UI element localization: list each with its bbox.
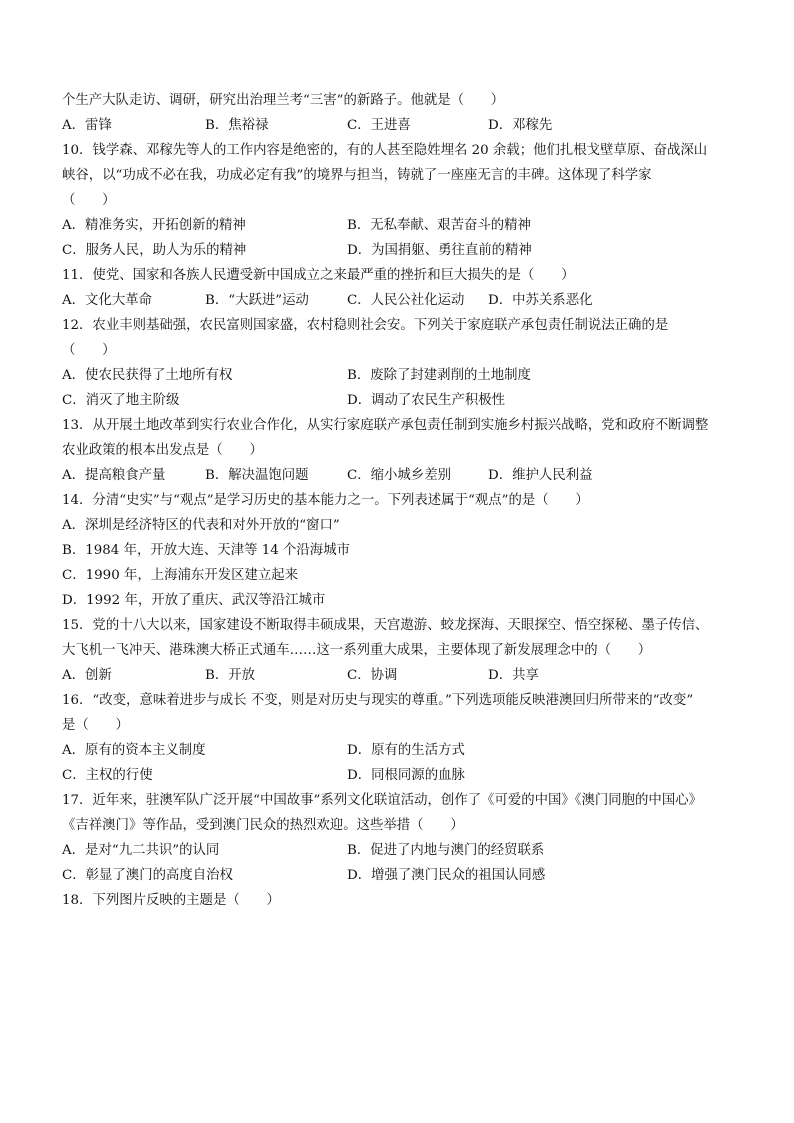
- question-12-blank: （ ）: [62, 343, 116, 358]
- question-10-stem-cont: 峡谷，以“功成不必在我，功成必定有我”的境界与担当，铸就了一座座无言的丰碑。这体现了科学家: [62, 168, 652, 183]
- option-16-b: D．原有的生活方式: [347, 743, 465, 758]
- option-10-a: A．精准务实，开拓创新的精神: [62, 218, 246, 233]
- option-12-a: A．使农民获得了土地所有权: [62, 368, 233, 383]
- option-17-c: C．彰显了澳门的高度自治权: [62, 868, 233, 883]
- question-10-stem: 10．钱学森、邓稼先等人的工作内容是绝密的，有的人甚至隐姓埋名 20 余载；他们扎根戈壁草原、奋战深山: [62, 143, 708, 158]
- option-12-b: B．废除了封建剥削的土地制度: [347, 368, 531, 383]
- question-17-options-cd: [62, 863, 752, 888]
- question-17-stem: 17．近年来，驻澳军队广泛开展“中国故事”系列文化联谊活动，创作了《可爱的中国》《澳门同胞的中国心》: [62, 793, 702, 808]
- option-15-a: A．创新: [62, 668, 112, 683]
- option-16-c: C．主权的行使: [62, 768, 153, 783]
- question-9-options: [62, 113, 752, 138]
- question-12-stem: 12．农业丰则基础强，农民富则国家盛，农村稳则社会安。下列关于家庭联产承包责任制说法正确的是: [62, 318, 669, 333]
- option-10-d: D．为国捐躯、勇往直前的精神: [347, 243, 532, 258]
- option-14-c: C．1990 年，上海浦东开发区建立起来: [62, 568, 299, 583]
- option-14-b: B．1984 年，开放大连、天津等 14 个沿海城市: [62, 543, 350, 558]
- question-13-options: [62, 463, 752, 488]
- option-11-d: D．中苏关系恶化: [488, 293, 593, 308]
- option-16-d: D．同根同源的血脉: [347, 768, 465, 783]
- question-12-options-cd: [62, 388, 752, 413]
- option-9-a: A．雷锋: [62, 118, 112, 133]
- question-10-options-ab: [62, 213, 752, 238]
- question-16-stem: 16．“改变，意味着进步与成长 不变，则是对历史与现实的尊重。”下列选项能反映港澳回归所带来的“改变”: [62, 693, 694, 708]
- option-13-c: C．缩小城乡差别: [347, 468, 451, 483]
- question-10-blank: （ ）: [62, 193, 116, 208]
- option-9-d: D．邓稼先: [488, 118, 553, 133]
- question-18-stem: 18．下列图片反映的主题是（ ）: [62, 893, 280, 908]
- question-11-options: [62, 288, 752, 313]
- question-10-options-cd: [62, 238, 752, 263]
- question-16-stem-cont: 是（ ）: [62, 718, 129, 733]
- option-11-a: A．文化大革命: [62, 293, 153, 308]
- question-11-stem: 11．使党、国家和各族人民遭受新中国成立之来最严重的挫折和巨大损失的是（ ）: [62, 268, 575, 283]
- option-14-d: D．1992 年，开放了重庆、武汉等沿江城市: [62, 593, 326, 608]
- option-12-d: D．调动了农民生产积极性: [347, 393, 506, 408]
- question-12-options-ab: [62, 363, 752, 388]
- question-15-stem-cont: 大飞机一飞冲天、港珠澳大桥正式通车……这一系列重大成果，主要体现了新发展理念中的（ ）: [62, 643, 652, 658]
- option-11-c: C．人民公社化运动: [347, 293, 465, 308]
- question-14-stem: 14．分清“史实”与“观点”是学习历史的基本能力之一。下列表述属于“观点”的是（ ）: [62, 493, 589, 508]
- question-16-options-cd: [62, 763, 752, 788]
- option-15-c: C．协调: [347, 668, 398, 683]
- option-15-b: B．开放: [205, 668, 256, 683]
- question-13-stem-cont: 农业政策的根本出发点是（ ）: [62, 443, 263, 458]
- question-15-stem: 15．党的十八大以来，国家建设不断取得丰硕成果，天宫遨游、蛟龙探海、天眼探空、悟空探秘、墨子传信、: [62, 618, 709, 633]
- question-16-options-ab: [62, 738, 752, 763]
- option-15-d: D．共享: [488, 668, 539, 683]
- option-13-d: D．维护人民利益: [488, 468, 593, 483]
- option-12-c: C．消灭了地主阶级: [62, 393, 180, 408]
- option-13-b: B．解决温饱问题: [205, 468, 309, 483]
- option-14-a: A．深圳是经济特区的代表和对外开放的“窗口”: [62, 518, 340, 533]
- option-10-c: C．服务人民，助人为乐的精神: [62, 243, 247, 258]
- option-13-a: A．提高粮食产量: [62, 468, 166, 483]
- question-13-stem: 13．从开展土地改革到实行农业合作化，从实行家庭联产承包责任制到实施乡村振兴战略，党和政府不断调整: [62, 418, 709, 433]
- exam-page: [62, 88, 752, 913]
- option-11-b: B．“大跃进”运动: [205, 293, 309, 308]
- option-17-d: D．增强了澳门民众的祖国认同感: [347, 868, 546, 883]
- question-17-stem-cont: 《吉祥澳门》等作品，受到澳门民众的热烈欢迎。这些举措（ ）: [62, 818, 464, 833]
- option-17-b: B．促进了内地与澳门的经贸联系: [347, 843, 545, 858]
- question-17-options-ab: [62, 838, 752, 863]
- question-9-tail: 个生产大队走访、调研，研究出治理兰考“三害”的新路子。他就是（ ）: [62, 93, 505, 108]
- option-10-b: B．无私奉献、艰苦奋斗的精神: [347, 218, 531, 233]
- option-16-a: A．原有的资本主义制度: [62, 743, 206, 758]
- question-15-options: [62, 663, 752, 688]
- option-17-a: A．是对“九二共识”的认同: [62, 843, 220, 858]
- option-9-b: B．焦裕禄: [205, 118, 269, 133]
- option-9-c: C．王进喜: [347, 118, 411, 133]
